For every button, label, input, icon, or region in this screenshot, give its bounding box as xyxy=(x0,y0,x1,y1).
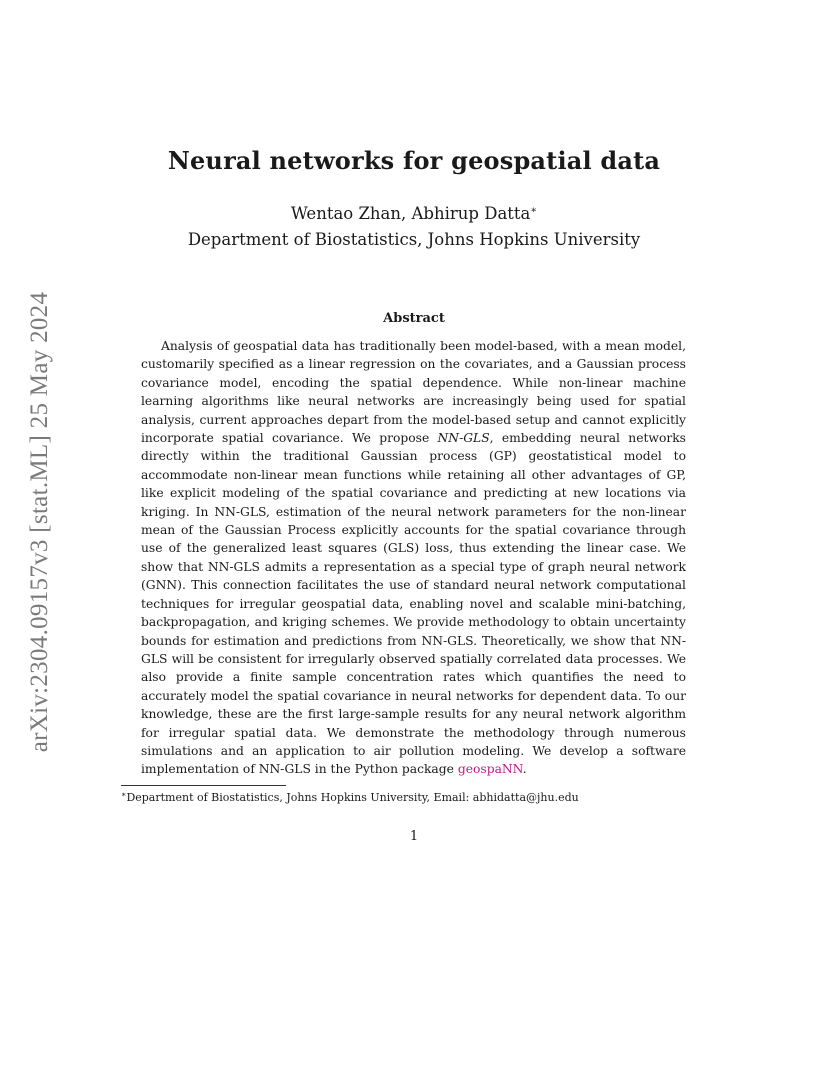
footnote-marker: ∗ xyxy=(121,790,127,799)
arxiv-identifier-stamp: arXiv:2304.09157v3 [stat.ML] 25 May 2024 xyxy=(26,291,53,753)
abstract-body xyxy=(141,337,686,779)
abstract-text-part2: , embedding neural networks directly within the traditional Gaussian process (GP) geostatistical model to accommodate non-linear mean functions while retaining all other advantages of GP, like explicit modeling of the spatial covariance and predicting at new locations via kriging. In NN-GLS, estimation of the neural network parameters for the non-linear mean of the Gaussian Process explicitly accounts for the spatial covariance through use of the generalized least squares (GLS) loss, thus extending the linear case. We show that NN-GLS admits a representation as a special type of graph neural network (GNN). This connection facilitates the use of standard neural network computational techniques for irregular geospatial data, enabling novel and scalable mini-batching, backpropagation, and kriging schemes. We provide methodology to obtain uncertainty bounds for estimation and predictions from NN-GLS. Theoretically, we show that NN-GLS will be consistent for irregularly observed spatially correlated data processes. We also provide a finite sample concentration rates which quantifies the need to accurately model the spatial covariance in neural networks for dependent data. To our knowledge, these are the first large-sample results for any neural network algorithm for irregular spatial data. We demonstrate the methodology through numerous simulations and an application to air pollution modeling. We develop a software implementation of NN-GLS in the Python package xyxy=(141,431,686,777)
package-link[interactable]: geospaNN xyxy=(457,762,523,777)
author-footnote-marker[interactable]: ∗ xyxy=(530,205,538,216)
author-affiliation: Department of Biostatistics, Johns Hopkins University xyxy=(187,230,641,249)
footnote xyxy=(121,790,579,804)
method-name: NN-GLS xyxy=(437,431,490,446)
footnote-text: Department of Biostatistics, Johns Hopkins University, Email: abhidatta@jhu.edu xyxy=(126,791,579,804)
footnote-divider xyxy=(121,785,286,786)
abstract-text-part1: Analysis of geospatial data has traditionally been model-based, with a mean model, customarily specified as a linear regression on the covariates, and a Gaussian process covariance model, encoding the spatial dependence. While non-linear machine learning algorithms like neural networks are increasingly being used for spatial analysis, current approaches depart from the model-based setup and cannot explicitly incorporate spatial covariance. We propose xyxy=(141,339,686,446)
page-number: 1 xyxy=(409,829,419,844)
paper-title: Neural networks for geospatial data xyxy=(167,146,661,175)
author-list xyxy=(0,204,828,223)
author-names: Wentao Zhan, Abhirup Datta xyxy=(290,204,531,223)
abstract-heading: Abstract xyxy=(383,311,445,326)
abstract-text-part3: . xyxy=(522,762,527,777)
